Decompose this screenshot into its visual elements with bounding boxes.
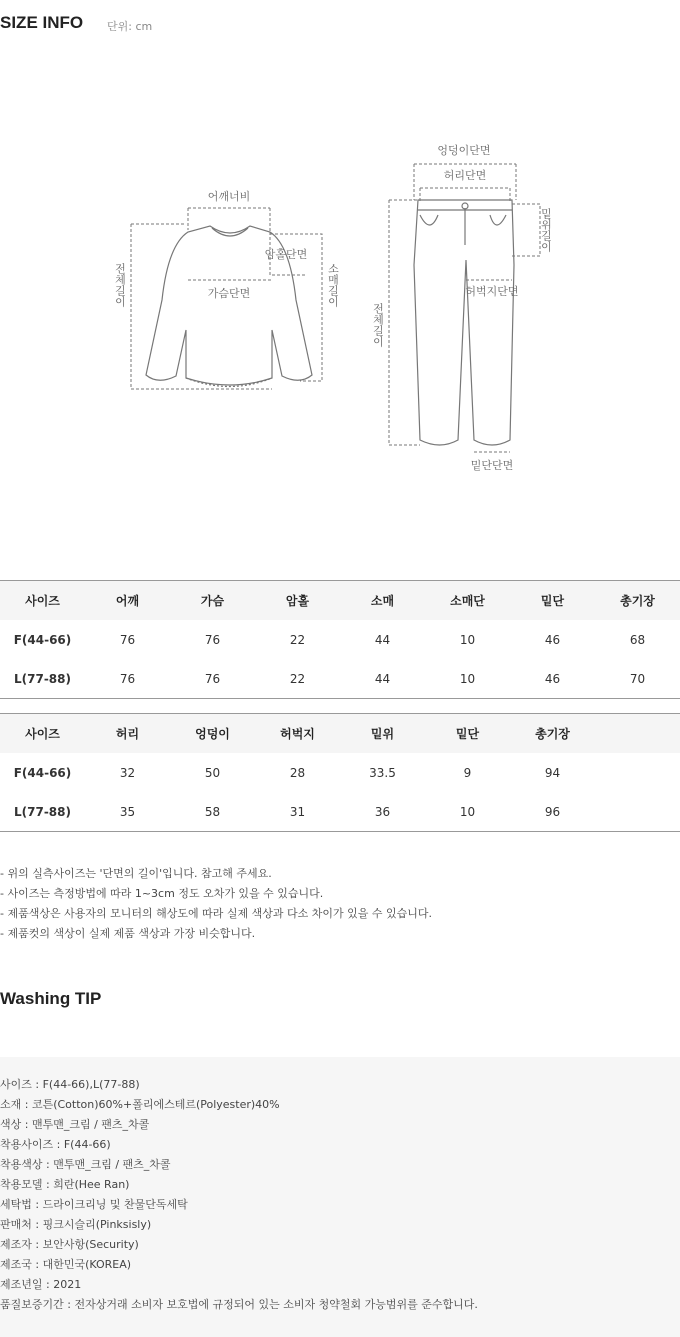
value-cell: 22 <box>289 671 306 686</box>
size-cell: F(44-66) <box>13 632 72 647</box>
value-cell <box>595 753 680 792</box>
col-header: 소매단 <box>425 581 510 620</box>
pants-illustration <box>414 200 514 445</box>
table-row <box>0 620 680 659</box>
col-header: 밑단 <box>510 581 595 620</box>
col-header: 허벅지 <box>255 714 340 753</box>
info-line: 제조국 : 대한민국(KOREA) <box>0 1258 132 1271</box>
col-header: 사이즈 <box>0 714 85 753</box>
value-cell: 46 <box>544 671 561 686</box>
value-cell: 76 <box>204 632 221 647</box>
info-line: 제조자 : 보안사항(Security) <box>0 1238 139 1251</box>
info-line: 착용색상 : 맨투맨_크림 / 팬츠_차콜 <box>0 1158 171 1171</box>
value-cell: 76 <box>204 671 221 686</box>
col-header <box>595 714 680 753</box>
value-cell: 35 <box>119 804 136 819</box>
table-row <box>0 659 680 698</box>
info-line: 세탁법 : 드라이크리닝 및 찬물단독세탁 <box>0 1198 188 1211</box>
value-cell: 58 <box>204 804 221 819</box>
size-table-top <box>0 580 680 699</box>
value-cell: 44 <box>374 632 391 647</box>
info-line: 착용사이즈 : F(44-66) <box>0 1138 111 1151</box>
pants-measure-lines <box>389 164 540 452</box>
value-cell: 10 <box>459 671 476 686</box>
info-line: 품질보증기간 : 전자상거래 소비자 보호법에 규정되어 있는 소비자 청약철회 가능범위를 준수합니다. <box>0 1298 478 1311</box>
value-cell: 31 <box>289 804 306 819</box>
col-header: 허리 <box>85 714 170 753</box>
value-cell: 9 <box>463 765 472 780</box>
table-row <box>0 792 680 831</box>
col-header: 어깨 <box>85 581 170 620</box>
note-line: - 제품색상은 사용자의 모니터의 해상도에 따라 실제 색상과 다소 차이가 있을 수 있습니다. <box>0 907 432 920</box>
value-cell: 22 <box>289 632 306 647</box>
value-cell <box>595 792 680 831</box>
value-cell: 50 <box>204 765 221 780</box>
size-diagram <box>0 120 680 490</box>
label-hip: 엉덩이단면 <box>437 144 491 157</box>
value-cell: 28 <box>289 765 306 780</box>
col-header: 밑단 <box>425 714 510 753</box>
label-pants-length: 전체길이 <box>371 303 385 347</box>
label-thigh: 허벅지단면 <box>465 285 519 298</box>
value-cell: 44 <box>374 671 391 686</box>
size-cell: F(44-66) <box>13 765 72 780</box>
label-rise: 밑위길이 <box>539 208 553 252</box>
value-cell: 10 <box>459 632 476 647</box>
value-cell: 32 <box>119 765 136 780</box>
col-header: 사이즈 <box>0 581 85 620</box>
value-cell: 96 <box>544 804 561 819</box>
note-line: - 사이즈는 측정방법에 따라 1~3cm 정도 오차가 있을 수 있습니다. <box>0 887 324 900</box>
label-shoulder: 어깨너비 <box>207 190 251 203</box>
col-header: 암홀 <box>255 581 340 620</box>
label-top-length: 전체길이 <box>113 263 127 307</box>
note-line: - 제품컷의 색상이 실제 제품 색상과 가장 비슷합니다. <box>0 927 256 940</box>
info-line: 색상 : 맨투맨_크림 / 팬츠_차콜 <box>0 1118 150 1131</box>
table-row <box>0 753 680 792</box>
col-header: 소매 <box>340 581 425 620</box>
value-cell: 10 <box>459 804 476 819</box>
page-title: SIZE INFO <box>0 13 84 32</box>
note-line: - 위의 실측사이즈는 '단면의 길이'입니다. 참고해 주세요. <box>0 867 272 880</box>
value-cell: 46 <box>544 632 561 647</box>
unit-label: 단위: cm <box>107 20 153 33</box>
value-cell: 76 <box>119 632 136 647</box>
value-cell: 33.5 <box>369 765 396 780</box>
label-waist: 허리단면 <box>443 169 487 182</box>
col-header: 밑위 <box>340 714 425 753</box>
size-cell: L(77-88) <box>14 804 71 819</box>
size-table-pants <box>0 713 680 832</box>
value-cell: 94 <box>544 765 561 780</box>
value-cell: 76 <box>119 671 136 686</box>
value-cell: 68 <box>629 632 646 647</box>
value-cell: 36 <box>374 804 391 819</box>
info-line: 착용모델 : 희란(Hee Ran) <box>0 1178 130 1191</box>
product-info-list <box>0 1075 478 1315</box>
label-armhole: 암홀단면 <box>264 248 308 261</box>
washing-title: Washing TIP <box>0 989 102 1008</box>
col-header: 총기장 <box>595 581 680 620</box>
col-header: 가슴 <box>170 581 255 620</box>
info-line: 소재 : 코튼(Cotton)60%+폴리에스테르(Polyester)40% <box>0 1098 280 1111</box>
value-cell: 70 <box>629 671 646 686</box>
label-sleeve: 소매길이 <box>326 263 340 307</box>
size-cell: L(77-88) <box>14 671 71 686</box>
info-line: 사이즈 : F(44-66),L(77-88) <box>0 1078 140 1091</box>
info-line: 제조년일 : 2021 <box>0 1278 82 1291</box>
col-header: 총기장 <box>510 714 595 753</box>
label-chest: 가슴단면 <box>207 287 251 300</box>
info-line: 판매처 : 핑크시슬리(Pinksisly) <box>0 1218 152 1231</box>
label-hem: 밑단단면 <box>470 459 514 472</box>
size-notes <box>0 864 432 944</box>
col-header: 엉덩이 <box>170 714 255 753</box>
